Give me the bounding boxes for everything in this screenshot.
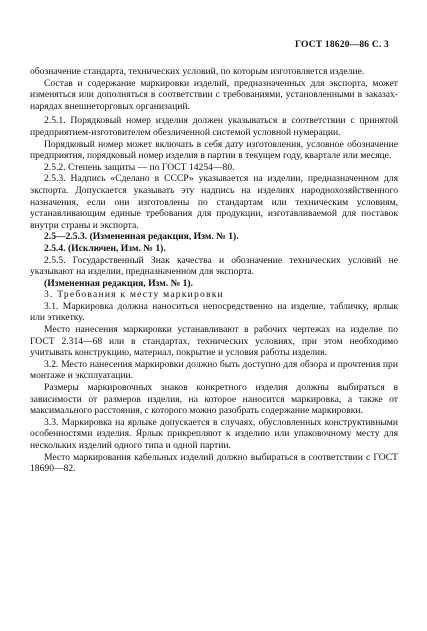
paragraph: 3.2. Место нанесения маркировки должно быть доступно для обзора и прочтения при монтаже и эксплуатации. (30, 358, 398, 382)
document-body (30, 66, 398, 475)
paragraph: Состав и содержание маркировки изделий, предназначенных для экспорта, может изменяться или дополняться в соответствии с требованиями, установленными в заказах-нарядах внешнеторговых организаций. (30, 77, 398, 112)
paragraph: 2.5.2. Степень защиты — по ГОСТ 14254—80. (44, 161, 235, 173)
paragraph: Порядковый номер может включать в себя дату изготовления, условное обозначение предприятия, порядковый номер изделия в партии в текущем году, квартале или месяце. (30, 138, 398, 162)
paragraph: Место нанесения маркировки устанавливают в рабочих чертежах на изделие по ГОСТ 2.314—68 или в стандартах, технических условиях, при этом необходимо учитывать конструкцию, материал, покрытие и условия работы изделия. (30, 324, 398, 359)
paragraph: Размеры маркировочных знаков конкретного изделия должны выбираться в зависимости от размеров изделия, на которое наносится маркировка, а также от максимального расстояния, с которого можно разобрать содержание маркировки. (30, 382, 398, 417)
paragraph: Место маркирования кабельных изделий должно выбираться в соответствии с ГОСТ 18690—82. (30, 451, 398, 475)
paragraph: 3.1. Маркировка должна наноситься непосредственно на изделие, табличку, ярлык или этикетку. (30, 300, 398, 324)
paragraph: 2.5.3. Надпись «Сделано в СССР» указывается на изделии, предназначенном для экспорта. Допускается указывать эту надпись на изделиях народнохозяйственного назначения, если они изготовлены по стандартам или техническим условиям, устанавливающим единые требования для продукции, изготавливаемой для поставок внутри страны и экспорта. (30, 173, 398, 231)
amendment-note: 2.5.4. (Исключен, Изм. № 1). (44, 242, 166, 254)
section-heading: 3. Требования к месту маркировки (44, 289, 224, 301)
amendment-note: 2.5—2.5.3. (Измененная редакция, Изм. № 1). (44, 231, 239, 243)
amendment-note: (Измененная редакция, Изм. № 1). (44, 277, 194, 289)
paragraph: 2.5.5. Государственный Знак качества и обозначение технических условий не указывают на изделии, предназначенном для экспорта. (30, 254, 398, 278)
page-header: ГОСТ 18620—86 С. 3 (295, 40, 389, 50)
paragraph: обозначение стандарта, технических условий, по которым изготовляется изделие. (30, 66, 365, 77)
paragraph: 2.5.1. Порядковый номер изделия должен указываться в соответствии с принятой предприятием-изготовителем обезличенной системой условной нумерации. (30, 115, 398, 138)
paragraph: 3.3. Маркировка на ярлыке допускается в случаях, обусловленных конструктивными особенностями изделия. Ярлык прикрепляют к изделию или упаковочному месту для нескольких изделий одного типа и одной партии. (30, 416, 398, 451)
